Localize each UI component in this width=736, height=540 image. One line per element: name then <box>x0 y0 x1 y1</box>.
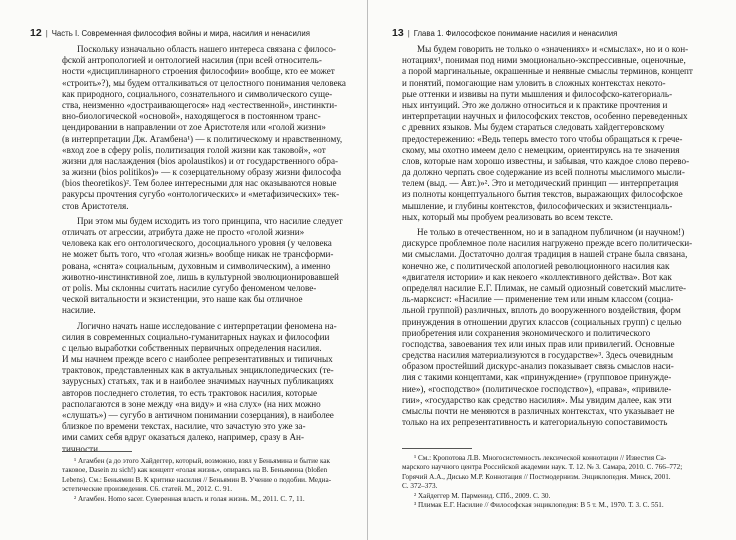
text-line: При этом мы будем исходить из того принципа, что насилие следует <box>77 215 343 226</box>
text-line: тичности. <box>62 443 101 454</box>
footnote-line: марского научного центра Российской академии наук. Т. 12. № 3. Самара, 2010. С. 766–772; <box>402 463 683 472</box>
text-line: животно-инстинктивной zoe, лишь в культурной эволюционировавшей <box>62 271 339 282</box>
text-line: только на их репрезентативность и категориальную сопоставимость <box>402 417 668 428</box>
text-line: (в интерпретации Дж. Агамбена¹) — к политическому и нравственному, <box>62 133 343 144</box>
running-header <box>30 27 310 39</box>
text-line: за жизни (bios politikos)» — к созерцательному образу жизни философа <box>62 167 342 178</box>
text-line: интерпретации научных и философских текстов, особенно переведенных <box>402 111 688 122</box>
footnote-line: эстетические произведения. С6. статей. М., 2012. С. 91. <box>62 485 232 494</box>
text-line: Мы будем говорить не только о «значениях» и «смыслах», но и о кон- <box>417 44 689 54</box>
text-line: ими самих себя вдруг оказаться далеко, например, сразу в Ан- <box>62 432 304 443</box>
text-line: а порой маргинальные, окрашенные и неявные смыслы терминов, концепт <box>402 66 693 77</box>
text-line: фской антропологией и онтологией насилия (при всей относитель- <box>62 55 322 66</box>
text-line: Логично начать наше исследование с интерпретации феномена на- <box>77 320 337 331</box>
text-line: да должно черпать свое содержание из всей полноты мыслимого мысли- <box>402 167 685 178</box>
text-line: ных интуиций. Это же должно относиться и к практике прочтения и <box>402 99 668 110</box>
text-line: стов Аристотеля. <box>62 200 129 211</box>
text-line: не может быть того, что «голая жизнь» вообще никак не трансформи- <box>62 249 334 260</box>
footnote-divider <box>62 451 132 452</box>
footnote-line: Горячий А.А., Дисько М.Р. Коннотация // Постмодернизм. Энциклопедия. Минск, 2001. <box>402 472 671 481</box>
header-separator: | <box>407 29 410 38</box>
text-line: заурусных) статьях, так и в наиболее значимых научных публикациях <box>62 376 334 387</box>
text-line: средства насилия материализуются в государстве»³. Здесь очевидным <box>402 350 674 361</box>
text-line: человека как его онтологического, досоциального уровня (у человека <box>62 238 332 249</box>
text-line: с целью выработки собственных первичных определения насилия. <box>62 342 322 353</box>
text-line: конечно же, с политической апологией революционного насилия как <box>402 260 670 271</box>
running-title: Глава 1. Философское понимание насилия и ненасилия <box>413 29 618 38</box>
text-line: рована, «снята» социальным, духовным и символическим), а именно <box>62 260 331 271</box>
running-title: Часть I. Современная философия войны и мира, насилия и ненасилия <box>51 29 310 38</box>
page-number: 13 <box>392 27 404 39</box>
text-line: от polis. Мы склонны считать насилие сугубо феноменом челове- <box>62 282 317 293</box>
text-line: (bios theoretikos)². Тем более интересными для нас оказываются новые <box>62 178 337 189</box>
text-line: Не только в отечественном, но и в западном публичном (и научном!) <box>417 227 685 237</box>
footnotes <box>62 457 354 504</box>
text-line: «строить»?), мы будем отталкиваться от целостного понимания человека <box>62 77 346 88</box>
text-line: слов, которые нам хорошо известны, и забывая, что каждое слово перево- <box>402 155 690 166</box>
text-line: льной группой) различных, вплоть до вооруженного воздействия, форм <box>402 305 681 316</box>
text-line: господства, завоевания тех или иных прав или привилегий. Основные <box>402 338 675 349</box>
text-line: отличать от агрессии, атрибута даже не просто «голой жизни» <box>62 227 305 237</box>
text-line: ства, неизменно «достраивающегося» над «естественной», инстинкти- <box>62 99 338 110</box>
text-line: скому, мы охотно имеем дело с немецким, ориентируясь на те значения <box>402 144 680 155</box>
text-line: ческой витальности и экзистенции, это наше как бы отличное <box>62 294 303 305</box>
text-line: насилие. <box>62 305 96 316</box>
footnote-line: ³ Плимак Е.Г. Насилие // Философская энциклопедия: В 5 т. М., 1970. Т. 3. С. 551. <box>414 500 664 509</box>
text-line: ми смыслами. Достаточно долгая традиция в нашей стране была связана, <box>402 249 688 260</box>
text-line: смыслы почти не меняются в различных контекстах, что указывает не <box>402 406 675 416</box>
text-line: предостережению: «Ведь теперь вместо того чтобы обращаться к грече- <box>402 133 683 144</box>
page-number: 12 <box>30 27 42 39</box>
text-line: близкое по времени текстах, насилие, что зачастую это уже за- <box>62 421 306 432</box>
text-line: цендировании в направлении от zoe Аристотеля или «голой жизни» <box>62 122 326 133</box>
text-line: ности «дисциплинарного строения философии» вообще, кто ее может <box>62 66 335 77</box>
header-separator: | <box>45 29 48 38</box>
text-line: принуждения в отношении других классов (социальных групп) с целью <box>402 316 682 327</box>
footnote-line: Lebens). См.: Беньямин В. К критике насилия // Беньямин В. Учение о подобии. Медиа- <box>62 475 332 484</box>
text-line: определял насилие Е.Г. Плимак, не самый одиозный советский мыслите- <box>402 282 686 293</box>
text-line: ль-марксист: «Насилие — применение тем или иным классом (социа- <box>402 294 674 305</box>
right-page <box>368 0 736 540</box>
text-line: ракурсы прочтения сугубо «онтологических» и «метафизических» тек- <box>62 189 340 200</box>
footnote-line: ² Хайдеггер М. Парменид. СПб., 2009. С. 30. <box>414 491 551 500</box>
text-line: гии», «государство как средство насилия». Мы увидим далее, как эти <box>402 394 672 405</box>
running-header <box>392 27 617 39</box>
text-line: И мы начнем прежде всего с наиболее репрезентативных и типичных <box>62 354 333 365</box>
text-line: приобретения или сохранения экономического и политического <box>402 327 651 338</box>
text-line: жизни для наслаждения (bios apolaustikos) и от государственного обра- <box>62 155 339 166</box>
text-line: авторов последнего столетия, то есть трактовок насилия, которые <box>62 387 318 398</box>
text-line: «двигателя истории» и как некоего «коллективного действа». Вот как <box>402 271 672 282</box>
text-line: трактовок, представленных как в актуальных энциклопедических (те- <box>62 365 334 376</box>
text-line: нотациях¹, понимая под ними эмоционально-экспрессивные, оценочные, <box>402 55 686 66</box>
text-line: «вход zoe в сферу polis, политизация голой жизни как таковой», «от <box>62 144 326 155</box>
text-line: лия с такими концептами, как «принуждение» (групповое принужде- <box>402 372 672 383</box>
footnote-line: ¹ Агамбен (а до этого Хайдеггер, который, возможно, взял у Беньямина и бытие как <box>74 457 331 465</box>
text-line: мышление, и глубины контекстов, философических и экзистенциаль- <box>402 200 673 211</box>
left-page <box>0 0 367 540</box>
footnote-line: С. 372–373. <box>402 482 438 491</box>
text-line: ние»), «господство» (политическое господство»), «права», «привиле- <box>402 383 672 394</box>
text-line: и понятий, помогающие нам уловить в сложных контекстах некото- <box>402 77 666 88</box>
text-line: рые оттенки и извивы на пути мышления и философско-категориаль- <box>402 88 673 99</box>
text-line: «слушать») — сугубо в античном понимании созерцания), в наиболее <box>62 410 334 420</box>
text-line: вно-биологической «основой», находящегося в постоянном транс- <box>62 111 321 122</box>
footnotes <box>402 454 720 510</box>
text-line: Поскольку изначально область нашего интереса связана с филосо- <box>77 44 336 54</box>
text-line: из полноты концептуального бытия текстов, выражающих философское <box>402 189 683 200</box>
footnote-divider <box>402 448 472 449</box>
body-text <box>62 44 354 455</box>
text-line: ных, который мы пробуем реализовать во всем тексте. <box>402 211 613 222</box>
text-line: дискурсе проблемное поле насилия нагружено прежде всего политически- <box>402 238 693 249</box>
text-line: с древних языков. Мы будем стараться следовать хайдеггеровскому <box>402 122 665 133</box>
body-text <box>402 44 720 428</box>
text-line: образом простейший дискурс-анализ показывает связь смыслов наси- <box>402 361 674 372</box>
text-line: силия в современных социально-гуманитарных науках и философии <box>62 331 330 342</box>
footnote-line: ² Агамбен. Homo sacer. Суверенная власть и голая жизнь. М., 2011. С. 7, 11. <box>74 494 305 503</box>
footnote-line: ¹ См.: Кропотова Л.В. Многосистемность лексической коннотации // Известия Са- <box>414 454 667 462</box>
text-line: телем (выд. — Авт.)»². Это и методический принцип — интерпретация <box>402 178 679 189</box>
text-line: как природного, социального, сознательного и символического суще- <box>62 88 333 99</box>
footnote-line: таковое, Dasein zu sich!) как концепт «голая жизнь», опираясь на В. Беньямина (bloßen <box>62 466 328 475</box>
text-line: располагаются в зоне между «на виду» и «на слух» (на них можно <box>62 398 321 409</box>
